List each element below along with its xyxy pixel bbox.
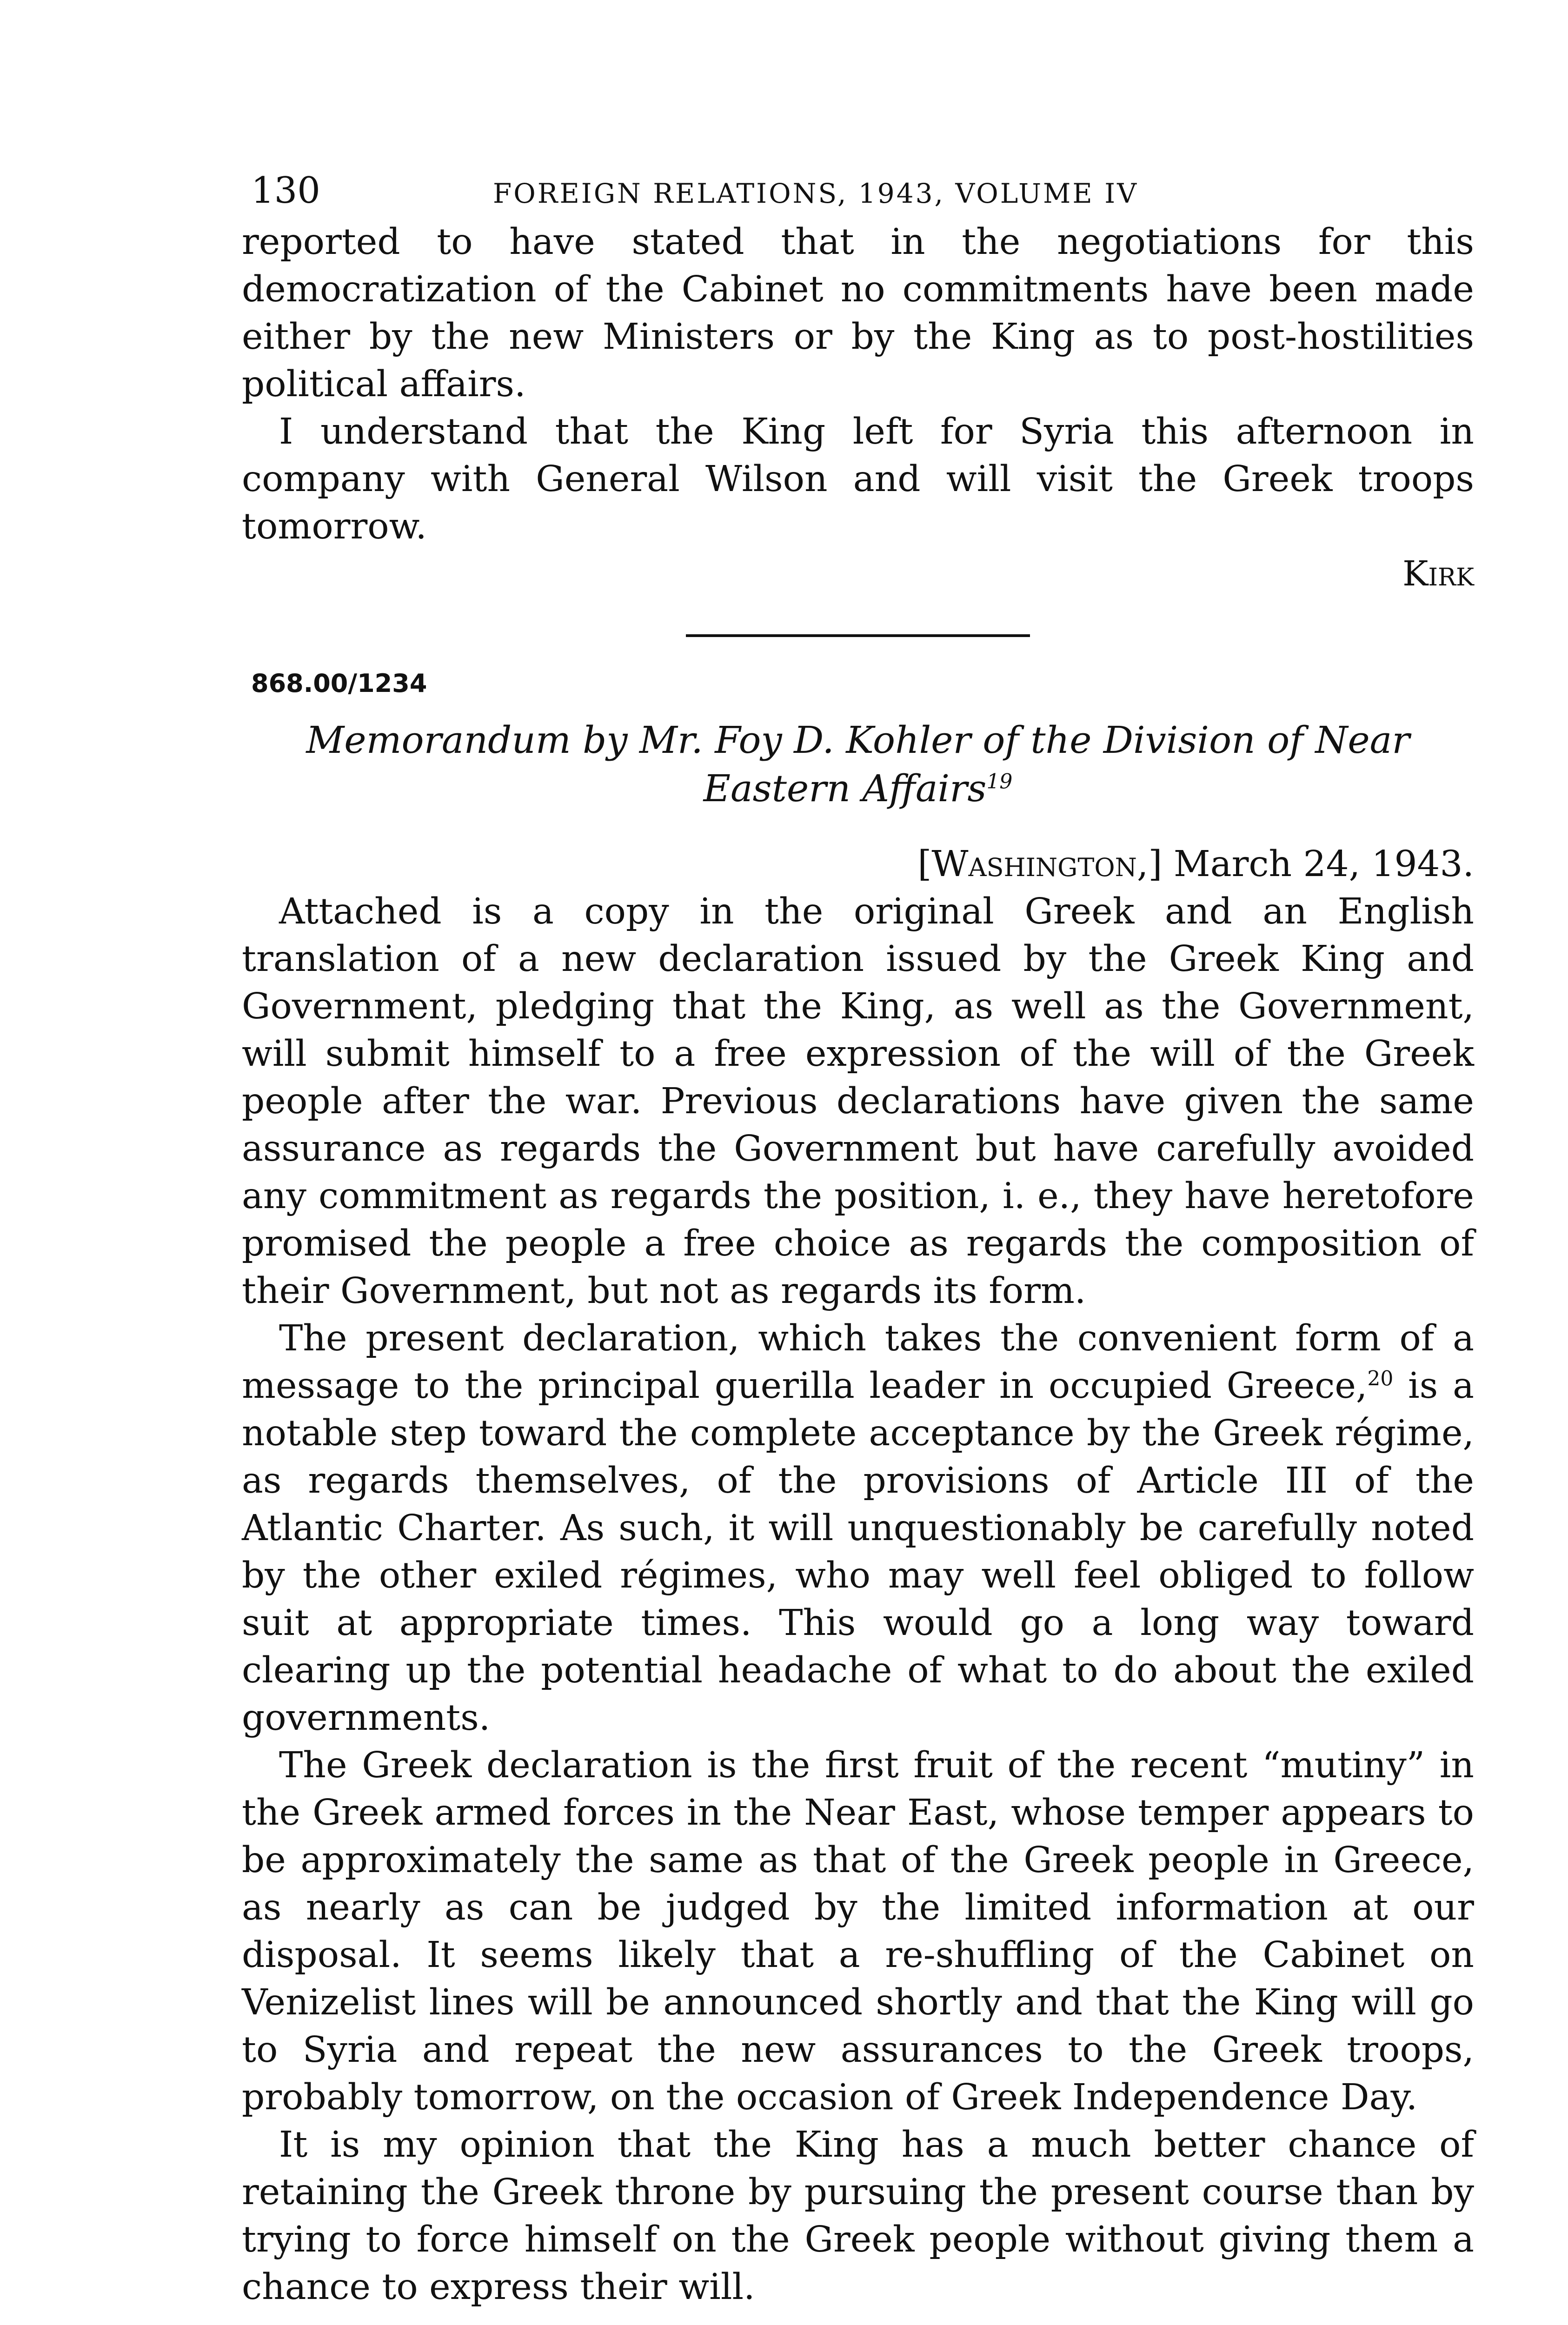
paragraph bbox=[242, 1315, 1474, 1742]
file-number: 868.00/1234 bbox=[251, 669, 427, 698]
dateline-place: Washington, bbox=[931, 844, 1149, 885]
paragraph-rest: is a notable step toward the complete acceptance by the Greek régime, as regards themselves, of the provisions of Article III of the Atlantic Charter. As such, it will unquestionably be carefully noted by the other exiled régimes, who may well feel obliged to follow suit at appropriate times. This would go a long way toward clearing up the potential headache of what to do about the exiled governments. bbox=[242, 1365, 1474, 1739]
footnote-reference: 20 bbox=[1367, 1367, 1394, 1391]
document-title-text: Memorandum by Mr. Foy D. Kohler of the Division of Near Eastern Affairs bbox=[306, 718, 1410, 810]
document-title bbox=[242, 716, 1474, 813]
paragraph-lead: The present declaration, which takes the convenient form of a message to the principal guerilla leader in occupied Greece, bbox=[242, 1318, 1474, 1407]
section-divider bbox=[686, 634, 1030, 637]
previous-document-text bbox=[242, 219, 1474, 597]
signature: Kirk bbox=[1402, 554, 1474, 594]
dateline: [Washington,] March 24, 1943. bbox=[917, 844, 1474, 885]
document-page bbox=[242, 167, 1474, 2325]
running-title: FOREIGN RELATIONS, 1943, VOLUME IV bbox=[493, 178, 1138, 209]
page-number: 130 bbox=[251, 170, 320, 212]
dateline-date: March 24, 1943. bbox=[1173, 844, 1474, 885]
paragraph: The Greek declaration is the first fruit of the recent “mutiny” in the Greek armed forces in the Near East, whose temper appears to be approximately the same as that of the Greek people in Greece, as nearly as can be judged by the limited information at our disposal. It seems likely that a re-shuffling of the Cabinet on Venizelist lines will be announced shortly and that the King will go to Syria and repeat the new assurances to the Greek troops, probably tomorrow, on the occasion of Greek Independence Day. bbox=[242, 1745, 1474, 2118]
memorandum-body bbox=[242, 888, 1474, 2311]
paragraph: reported to have stated that in the negotiations for this democratization of the Cabinet no commitments have been made either by the new Ministers or by the King as to post-hostilities political affairs. bbox=[242, 221, 1474, 405]
paragraph: I understand that the King left for Syria this afternoon in company with General Wilson and will visit the Greek troops tomorrow. bbox=[242, 411, 1474, 547]
footnote-reference: 19 bbox=[986, 770, 1013, 794]
paragraph: Attached is a copy in the original Greek and an English translation of a new declaration issued by the Greek King and Government, pledging that the King, as well as the Government, will submit himself to a free expression of the will of the Greek people after the war. Previous declarations have given the same assurance as regards the Government but have carefully avoided any commitment as regards the position, i. e., they have heretofore promised the people a free choice as regards the composition of their Government, but not as regards its form. bbox=[242, 891, 1474, 1312]
running-head bbox=[242, 167, 1474, 219]
paragraph: It is my opinion that the King has a much better chance of retaining the Greek throne by pursuing the present course than by trying to force himself on the Greek people without giving them a chance to express their will. bbox=[242, 2124, 1474, 2308]
